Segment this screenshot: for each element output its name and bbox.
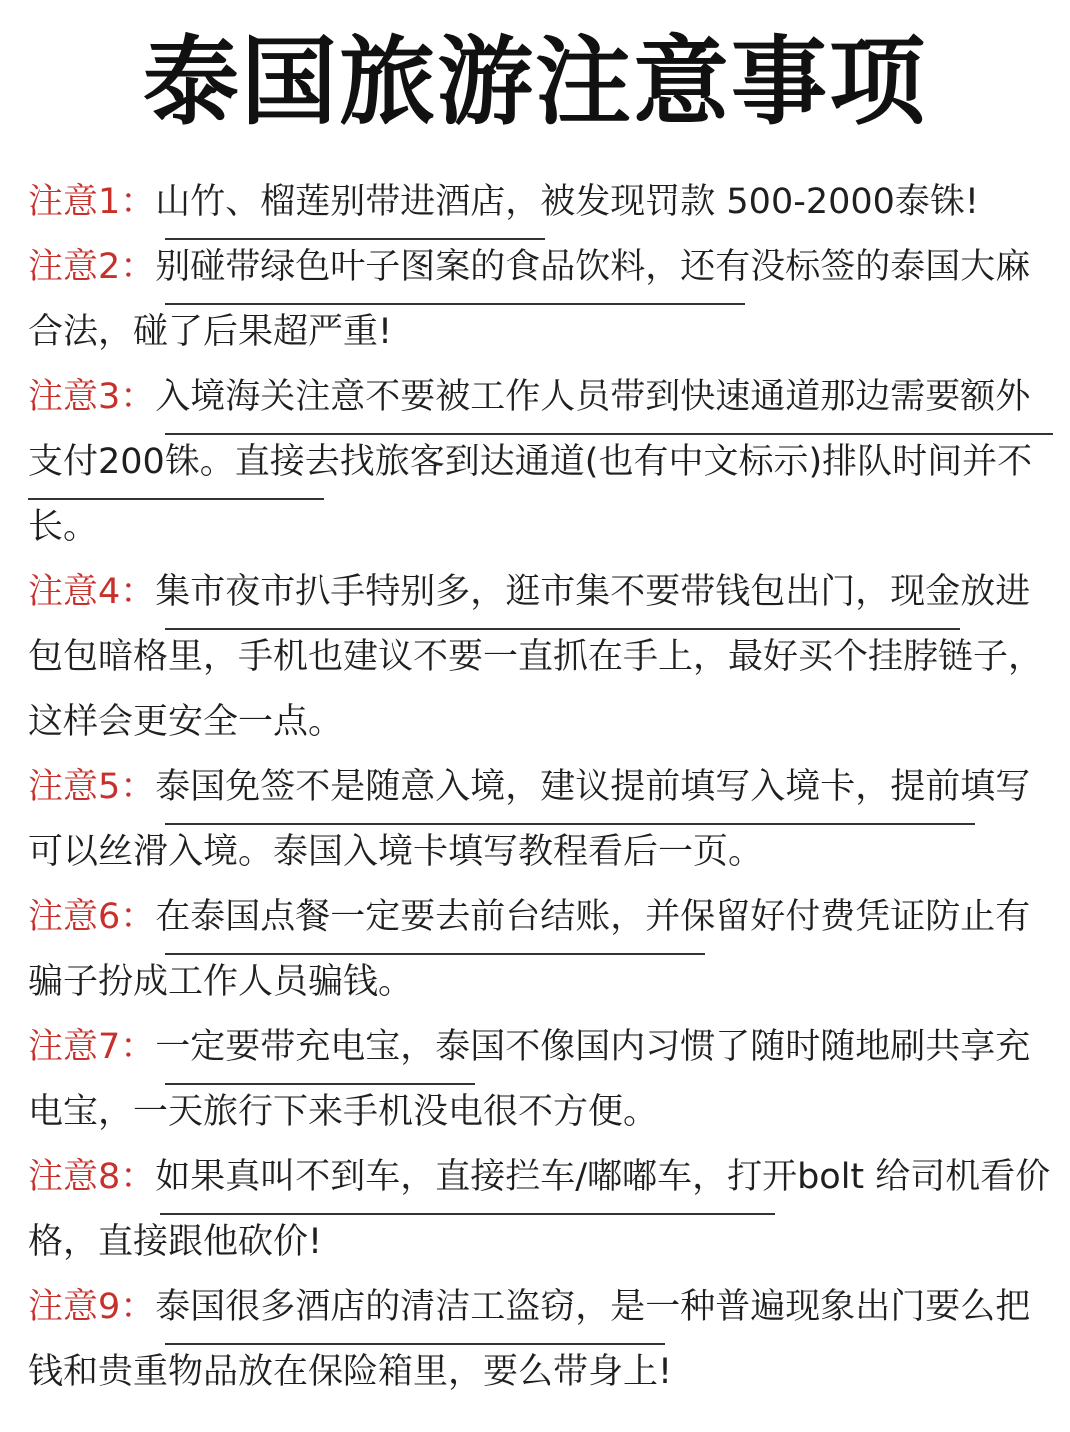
note-text: 别碰带绿色叶子图案的食品饮料，还有没标签的泰国大麻合法，碰了后果超严重! [28, 247, 1031, 352]
note-item-6 [28, 885, 1053, 1015]
note-text: 山竹、榴莲别带进酒店，被发现罚款 500-2000泰铢! [155, 182, 979, 222]
note-text: 泰国很多酒店的清洁工盗窃，是一种普遍现象出门要么把钱和贵重物品放在保险箱里，要么带身上! [28, 1287, 1031, 1392]
note-label: 注意9： [28, 1287, 156, 1327]
note-label: 注意5： [28, 767, 156, 807]
note-item-7 [28, 1015, 1053, 1145]
note-item-9 [28, 1275, 1053, 1405]
note-item-4 [28, 560, 1053, 755]
notes-list [28, 170, 1053, 1405]
note-item-3 [28, 365, 1053, 560]
underline-note-3b [28, 498, 324, 500]
underline-note-4 [165, 628, 960, 630]
note-label: 注意6： [28, 897, 156, 937]
note-label: 注意8： [28, 1157, 156, 1197]
note-item-5 [28, 755, 1053, 885]
note-label: 注意3： [28, 377, 156, 417]
underline-note-2 [165, 303, 745, 305]
underline-note-7 [165, 1083, 475, 1085]
underline-note-1 [165, 238, 545, 240]
note-item-2 [28, 235, 1053, 365]
underline-note-6 [165, 953, 705, 955]
note-label: 注意2： [28, 247, 156, 287]
underline-note-8 [160, 1213, 775, 1215]
underline-note-5 [165, 823, 975, 825]
note-text: 集市夜市扒手特别多，逛市集不要带钱包出门，现金放进包包暗格里，手机也建议不要一直抓在手上，最好买个挂脖链子，这样会更安全一点。 [28, 572, 1044, 742]
note-text: 在泰国点餐一定要去前台结账，并保留好付费凭证防止有骗子扮成工作人员骗钱。 [28, 897, 1031, 1002]
note-text: 泰国免签不是随意入境，建议提前填写入境卡，提前填写可以丝滑入境。泰国入境卡填写教程看后一页。 [28, 767, 1031, 872]
note-item-1 [28, 170, 1053, 235]
note-label: 注意1： [28, 182, 156, 222]
underline-note-3a [165, 433, 1053, 435]
note-text: 一定要带充电宝，泰国不像国内习惯了随时随地刷共享充电宝，一天旅行下来手机没电很不方便。 [28, 1027, 1031, 1132]
note-text: 如果真叫不到车，直接拦车/嘟嘟车，打开bolt 给司机看价格，直接跟他砍价! [28, 1157, 1051, 1262]
underline-note-9 [165, 1343, 665, 1345]
note-item-8 [28, 1145, 1053, 1275]
note-text: 入境海关注意不要被工作人员带到快速通道那边需要额外支付200铢。直接去找旅客到达通道(也有中文标示)排队时间并不长。 [28, 377, 1033, 547]
page-title: 泰国旅游注意事项 [143, 26, 927, 138]
note-label: 注意7： [28, 1027, 156, 1067]
note-label: 注意4： [28, 572, 156, 612]
